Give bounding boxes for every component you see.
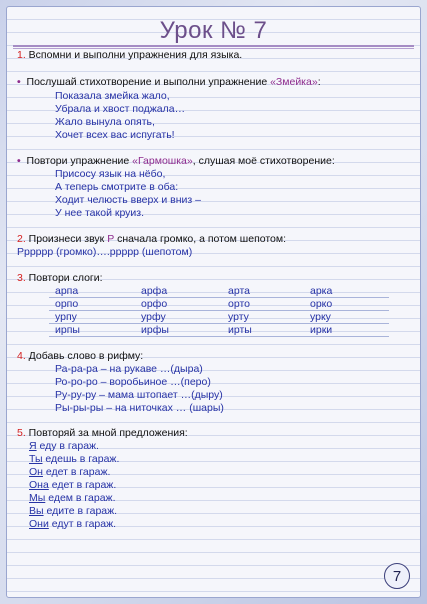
poem-1-line: Хочет всех вас испугать!: [55, 129, 175, 141]
exercise-text: Произнеси звук: [25, 233, 108, 245]
rhyme-line: Ра-ра-ра – на рукаве …(дыра): [55, 363, 203, 375]
exercise-1-bullet-2: [17, 155, 335, 168]
syllable-cell: ирфы: [141, 324, 169, 336]
sentence-rest: едешь в гараж.: [42, 453, 120, 465]
bullet-text: Повтори упражнение: [26, 155, 133, 167]
poem-1-line: Показала змейка жало,: [55, 90, 170, 102]
syllable-cell: орпо: [55, 298, 79, 310]
sentence-line: [29, 505, 117, 518]
bullet-text-end: :: [317, 76, 321, 88]
syllable-cell: орфо: [141, 298, 168, 310]
bullet-text-end: , слушая моё стихотворение:: [192, 155, 335, 167]
exercise-2-heading: [17, 233, 286, 246]
poem-2-line: Присосу язык на нёбо,: [55, 168, 166, 180]
exercise-1-bullet-1: [17, 76, 321, 89]
syllable-cell: ирпы: [55, 324, 80, 336]
sentence-rest: едите в гараж.: [43, 505, 118, 517]
rhyme-line: Ру-ру-ру – мама штопает …(дыру): [55, 389, 223, 401]
pronoun: Она: [29, 479, 49, 491]
poem-1-line: Жало вынула опять,: [55, 116, 155, 128]
exercise-name-zmeyka: «Змейка»: [270, 76, 318, 88]
syllable-cell: урпу: [55, 311, 77, 323]
sentence-rest: едет в гараж.: [48, 479, 117, 491]
syllable-cell: урфу: [141, 311, 166, 323]
poem-1-line: Убрала и хвост поджала…: [55, 103, 186, 115]
sentence-line: [29, 518, 116, 531]
exercise-text-end: сначала громко, а потом шепотом:: [114, 233, 287, 245]
pronoun: Он: [29, 466, 43, 478]
sentence-line: [29, 466, 110, 479]
syllable-cell: орко: [310, 298, 333, 310]
pronoun: Я: [29, 440, 37, 452]
pronoun: Вы: [29, 505, 44, 517]
exercise-number: 3.: [17, 272, 26, 284]
sentence-line: [29, 479, 116, 492]
syllable-cell: ирки: [310, 324, 333, 336]
page-title: Урок № 7: [159, 17, 268, 44]
syllable-cell: ирты: [228, 324, 252, 336]
exercise-name-garmoshka: «Гармошка»: [132, 155, 193, 167]
poem-2-line: А теперь смотрите в оба:: [55, 181, 179, 193]
exercise-text: Повторяй за мной предложения:: [25, 427, 188, 439]
syllable-cell: арта: [228, 285, 250, 297]
exercise-text: Добавь слово в рифму:: [25, 350, 144, 362]
exercise-text: Вспомни и выполни упражнения для языка.: [25, 49, 243, 61]
sentence-line: [29, 492, 115, 505]
syllable-row-divider: [49, 310, 389, 311]
rhyme-line: Ры-ры-ры – на ниточках … (шары): [55, 402, 224, 414]
title-divider: [13, 45, 414, 47]
rhyme-line: Ро-ро-ро – воробьиное …(перо): [55, 376, 211, 388]
syllable-cell: арка: [310, 285, 333, 297]
syllable-cell: урту: [228, 311, 249, 323]
pronoun: Ты: [29, 453, 43, 465]
exercise-4-heading: [17, 350, 143, 363]
sound-letter: Р: [107, 233, 115, 245]
sentence-rest: еду в гараж.: [36, 440, 99, 452]
syllable-row-divider: [49, 336, 389, 337]
exercise-number: 2.: [17, 233, 26, 245]
exercise-number: 5.: [17, 427, 26, 439]
sentence-rest: едут в гараж.: [48, 518, 117, 530]
syllable-row-divider: [49, 323, 389, 324]
poem-2-line: Ходит челюсть вверх и вниз –: [55, 194, 201, 206]
bullet-icon: •: [17, 155, 21, 167]
syllable-cell: арфа: [141, 285, 168, 297]
bullet-icon: •: [17, 76, 21, 88]
sentence-line: [29, 440, 99, 453]
sentence-rest: едем в гараж.: [45, 492, 116, 504]
bullet-text: Послушай стихотворение и выполни упражнение: [26, 76, 271, 88]
sentence-line: [29, 453, 119, 466]
exercise-text: Повтори слоги:: [25, 272, 103, 284]
exercise-1-heading: [17, 49, 242, 62]
pronoun: Мы: [29, 492, 46, 504]
page-number-badge: 7: [384, 563, 410, 589]
syllable-cell: урку: [310, 311, 331, 323]
exercise-number: 1.: [17, 49, 26, 61]
syllable-cell: орто: [228, 298, 250, 310]
sentence-rest: едет в гараж.: [42, 466, 111, 478]
syllable-row-divider: [49, 297, 389, 298]
poem-2-line: У нее такой круиз.: [55, 207, 145, 219]
exercise-5-heading: [17, 427, 188, 440]
pronoun: Они: [29, 518, 49, 530]
exercise-2-example: Рррррр (громко)….ррррр (шепотом): [17, 246, 193, 258]
syllable-cell: арпа: [55, 285, 79, 297]
exercise-number: 4.: [17, 350, 26, 362]
worksheet-card: [6, 6, 421, 598]
exercise-3-heading: [17, 272, 103, 285]
